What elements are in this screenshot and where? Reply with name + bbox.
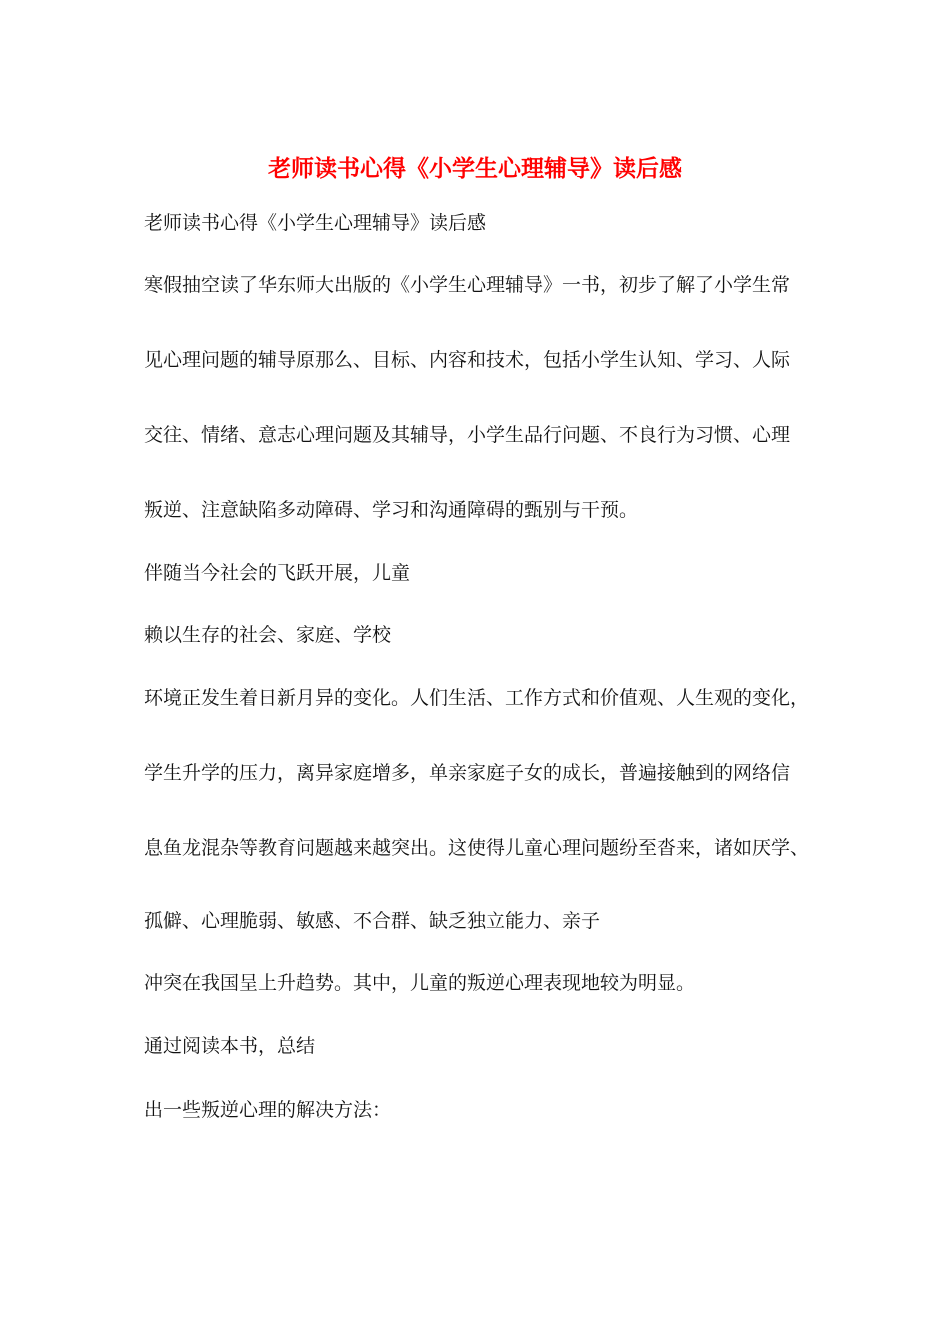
- body-line: 叛逆、注意缺陷多动障碍、学习和沟通障碍的甄别与干预。: [144, 499, 639, 521]
- subtitle-line: 老师读书心得《小学生心理辅导》读后感: [144, 212, 487, 234]
- body-line: 环境正发生着日新月异的变化。人们生活、工作方式和价值观、人生观的变化，: [144, 687, 810, 709]
- body-line: 赖以生存的社会、家庭、学校: [144, 624, 392, 646]
- body-line: 冲突在我国呈上升趋势。其中，儿童的叛逆心理表现地较为明显。: [144, 972, 696, 994]
- body-line: 学生升学的压力，离异家庭增多，单亲家庭子女的成长，普遍接触到的网络信: [144, 762, 791, 784]
- body-line: 交往、情绪、意志心理问题及其辅导，小学生品行问题、不良行为习惯、心理: [144, 424, 791, 446]
- body-line: 伴随当今社会的飞跃开展，儿童: [144, 562, 411, 584]
- body-line: 出一些叛逆心理的解决方法：: [144, 1099, 392, 1121]
- body-line: 孤僻、心理脆弱、敏感、不合群、缺乏独立能力、亲子: [144, 910, 601, 932]
- body-line: 通过阅读本书，总结: [144, 1035, 316, 1057]
- document-title: 老师读书心得《小学生心理辅导》读后感: [268, 155, 682, 182]
- body-line: 息鱼龙混杂等教育问题越来越突出。这使得儿童心理问题纷至沓来，诸如厌学、: [144, 837, 810, 859]
- body-line: 寒假抽空读了华东师大出版的《小学生心理辅导》一书，初步了解了小学生常: [144, 274, 791, 296]
- body-line: 见心理问题的辅导原那么、目标、内容和技术，包括小学生认知、学习、人际: [144, 349, 791, 371]
